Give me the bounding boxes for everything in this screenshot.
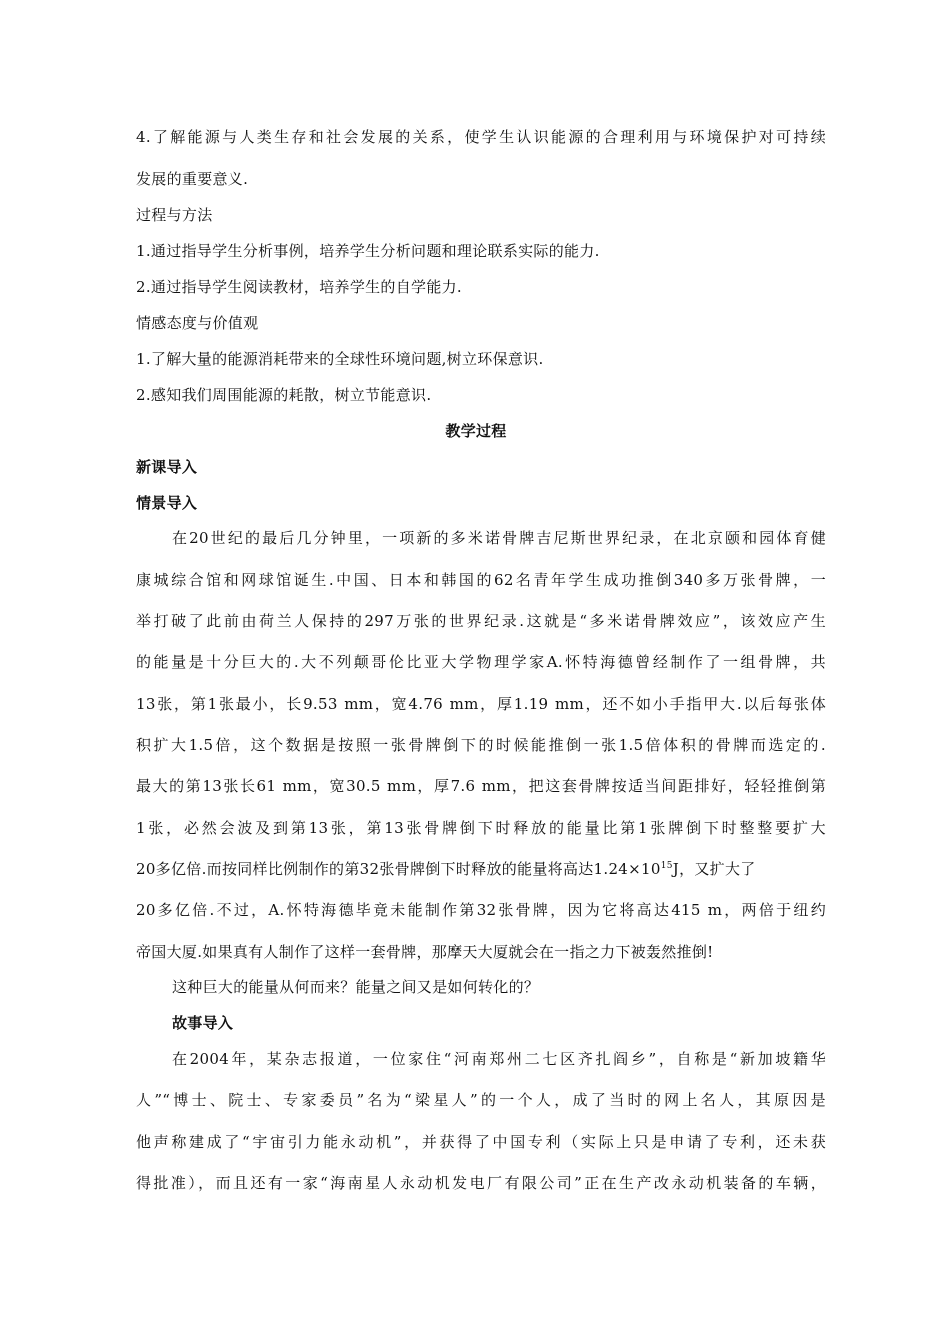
- scenario-paragraph-line: 康城综合馆和网球馆诞生.中国、日本和韩国的62名青年学生成功推倒340多万张骨牌，一: [136, 571, 826, 589]
- objective-item-4-line-2: 发展的重要意义.: [136, 170, 249, 188]
- energy-text-before: 20多亿倍.而按同样比例制作的第32张骨牌倒下时释放的能量将高达1.24×10: [136, 860, 661, 878]
- energy-exponent: 15: [660, 861, 673, 871]
- story-paragraph-line: 在2004年，某杂志报道，一位家住“河南郑州二七区齐扎阎乡”，自称是“新加坡籍华: [172, 1050, 826, 1068]
- scenario-paragraph-line: 积扩大1.5倍，这个数据是按照一张骨牌倒下的时候能推倒一张1.5倍体积的骨牌而选定的.: [136, 736, 826, 754]
- scenario-paragraph-line: 的能量是十分巨大的.大不列颠哥伦比亚大学物理学家A.怀特海德曾经制作了一组骨牌，共: [136, 653, 826, 671]
- scenario-paragraph-line: 20多亿倍.不过，A.怀特海德毕竟未能制作第32张骨牌，因为它将高达415 m，两倍于纽约: [136, 901, 826, 919]
- scenario-energy-line: [136, 859, 826, 879]
- scenario-paragraph-line: 13张，第1张最小，长9.53 mm，宽4.76 mm，厚1.19 mm，还不如小手指甲大.以后每张体: [136, 695, 826, 713]
- attitude-values-heading: 情感态度与价值观: [136, 314, 259, 332]
- scenario-paragraph-line: 最大的第13张长61 mm，宽30.5 mm，厚7.6 mm，把这套骨牌按适当间距排好，轻轻推倒第: [136, 777, 826, 795]
- attitude-item-1: 1.了解大量的能源消耗带来的全球性环境问题,树立环保意识.: [136, 350, 544, 368]
- section-title-teaching-process: 教学过程: [445, 422, 507, 440]
- process-item-1: 1.通过指导学生分析事例，培养学生分析问题和理论联系实际的能力.: [136, 242, 600, 260]
- scenario-paragraph-line: 帝国大厦.如果真有人制作了这样一套骨牌，那摩天大厦就会在一指之力下被轰然推倒!: [136, 943, 714, 961]
- scenario-paragraph-line: 1张，必然会波及到第13张，第13张骨牌倒下时释放的能量比第1张牌倒下时整整要扩大: [136, 819, 826, 837]
- story-paragraph-line: 得批准），而且还有一家“海南星人永动机发电厂有限公司”正在生产改永动机装备的车辆，: [136, 1174, 826, 1192]
- energy-text-after: J，又扩大了: [672, 860, 756, 878]
- story-intro-heading: 故事导入: [172, 1014, 234, 1032]
- process-method-heading: 过程与方法: [136, 206, 213, 224]
- scenario-paragraph-line: 在20世纪的最后几分钟里，一项新的多米诺骨牌吉尼斯世界纪录，在北京颐和园体育健: [172, 529, 826, 547]
- attitude-item-2: 2.感知我们周围能源的耗散，树立节能意识.: [136, 386, 432, 404]
- scenario-paragraph-line: 举打破了此前由荷兰人保持的297万张的世界纪录.这就是“多米诺骨牌效应”，该效应产生: [136, 612, 826, 630]
- scenario-question: 这种巨大的能量从何而来？能量之间又是如何转化的？: [172, 978, 540, 996]
- new-lesson-heading: 新课导入: [136, 458, 198, 476]
- story-paragraph-line: 人”“博士、院士、专家委员”名为“梁星人”的一个人，成了当时的网上名人，其原因是: [136, 1091, 826, 1109]
- scenario-intro-heading: 情景导入: [136, 494, 198, 512]
- process-item-2: 2.通过指导学生阅读教材，培养学生的自学能力.: [136, 278, 462, 296]
- story-paragraph-line: 他声称建成了“宇宙引力能永动机”，并获得了中国专利（实际上只是申请了专利，还未获: [136, 1133, 826, 1151]
- objective-item-4-line-1: 4.了解能源与人类生存和社会发展的关系，使学生认识能源的合理利用与环境保护对可持续: [136, 128, 826, 146]
